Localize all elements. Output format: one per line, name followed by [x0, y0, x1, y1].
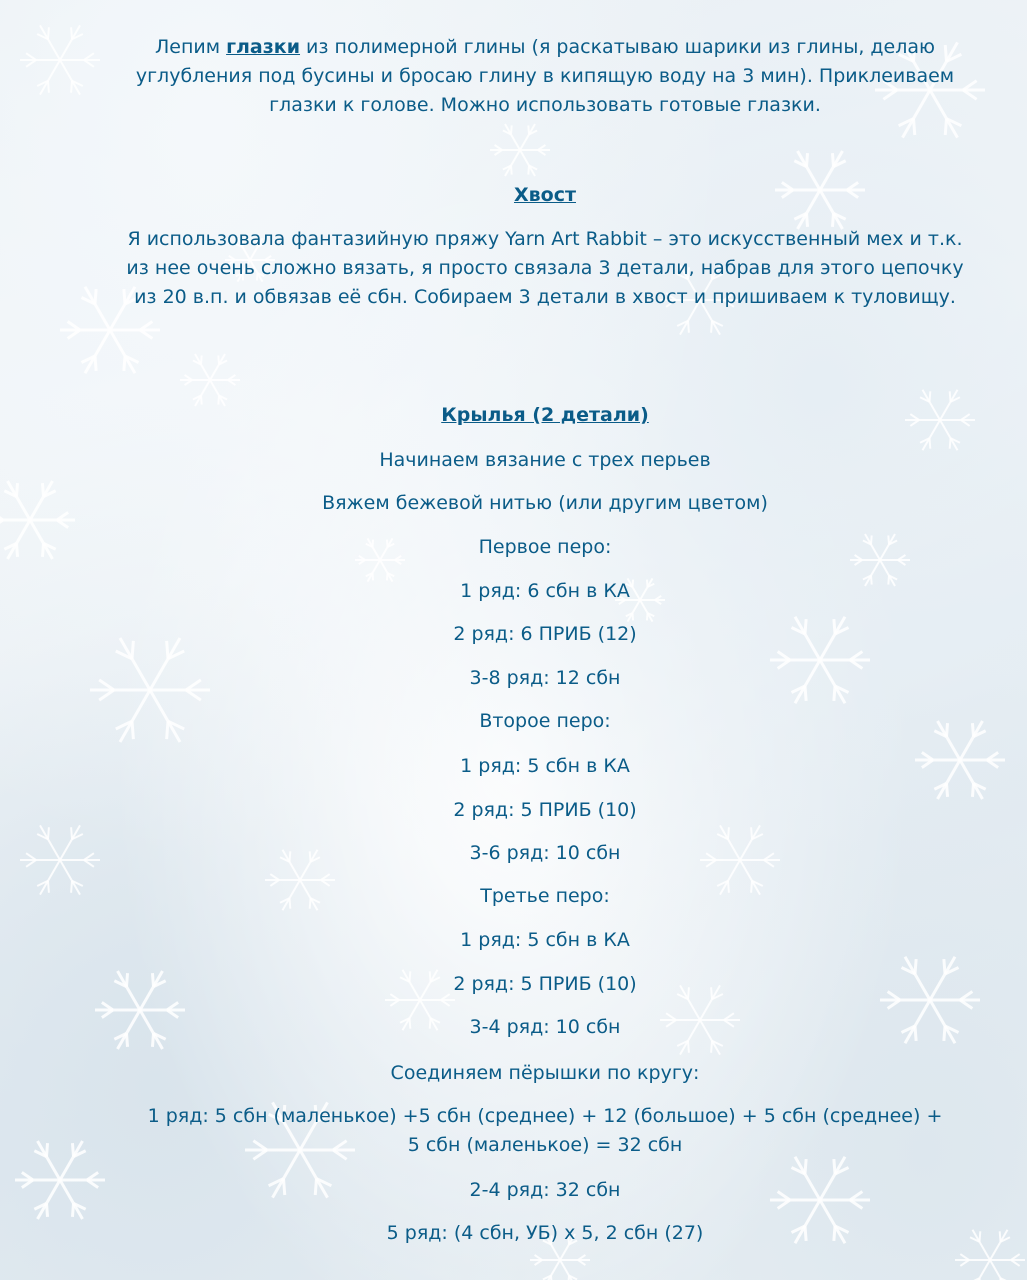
- eyes-link[interactable]: глазки: [226, 36, 301, 58]
- snowflake-icon: [180, 354, 240, 406]
- wings-color: Вяжем бежевой нитью (или другим цветом): [322, 492, 768, 514]
- snowflake-icon: [0, 481, 75, 559]
- snowflake-icon: [20, 25, 100, 94]
- feather3-row: 2 ряд: 5 ПРИБ (10): [453, 973, 637, 995]
- feather1-row: 3-8 ряд: 12 сбн: [469, 667, 621, 689]
- eyes-paragraph: [120, 33, 970, 120]
- feather3-title: Третье перо:: [480, 885, 610, 907]
- feather1-row: 2 ряд: 6 ПРИБ (12): [453, 623, 637, 645]
- feather3-row: 1 ряд: 5 сбн в КА: [460, 929, 630, 951]
- snowflake-icon: [15, 1141, 105, 1219]
- join-row: 5 ряд: (4 сбн, УБ) х 5, 2 сбн (27): [386, 1222, 704, 1244]
- feather1-title: Первое перо:: [478, 536, 612, 558]
- eyes-text-before: Лепим: [154, 36, 227, 58]
- join-title: Соединяем пёрышки по кругу:: [390, 1062, 700, 1084]
- wings-start: Начинаем вязание с трех перьев: [379, 449, 711, 471]
- wings-heading: Крылья (2 детали): [441, 404, 649, 426]
- feather2-title: Второе перо:: [479, 710, 611, 732]
- join-row: 1 ряд: 5 сбн (маленькое) +5 сбн (среднее) + 12 (большое) + 5 сбн (среднее) + 5 сбн (маленькое) = 32 сбн: [147, 1105, 943, 1156]
- feather1-row: 1 ряд: 6 сбн в КА: [460, 580, 630, 602]
- snowflake-icon: [490, 124, 550, 176]
- tail-text: Я использовала фантазийную пряжу Yarn Art Rabbit – это искусственный мех и т.к. из нее очень сложно вязать, я просто связала 3 детали, набрав для этого цепочку из 20 в.п. и обвязав её сбн. Собираем 3 детали в хвост и пришиваем к туловищу.: [126, 228, 964, 308]
- feather2-row: 2 ряд: 5 ПРИБ (10): [453, 799, 637, 821]
- snowflake-icon: [20, 825, 100, 894]
- eyes-text-after: из полимерной глины (я раскатываю шарики из глины, делаю углубления под бусины и бросаю глину в кипящую воду на 3 мин). Приклеиваем глазки к голове. Можно использовать готовые глазки.: [135, 36, 955, 116]
- tail-heading: Хвост: [513, 184, 576, 206]
- feather3-row: 3-4 ряд: 10 сбн: [469, 1016, 621, 1038]
- feather2-row: 3-6 ряд: 10 сбн: [469, 842, 621, 864]
- feather2-row: 1 ряд: 5 сбн в КА: [460, 755, 630, 777]
- join-row: 2-4 ряд: 32 сбн: [469, 1179, 621, 1201]
